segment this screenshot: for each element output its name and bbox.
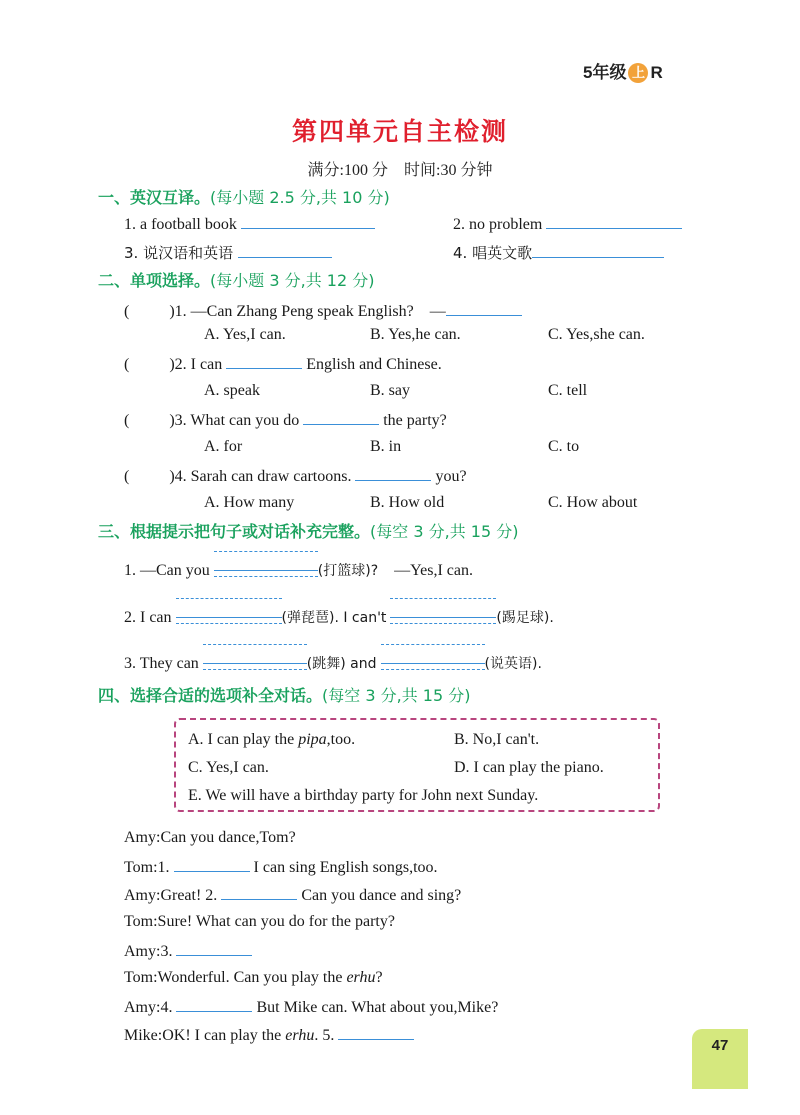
- dialogue-text: Tom:Wonderful. Can you play the: [124, 969, 347, 986]
- mc-question-stem-after: you?: [435, 468, 467, 485]
- option-c: C. Yes,I can.: [188, 759, 269, 776]
- grade-circle-badge: 上: [628, 63, 648, 83]
- option-a-end: ,too.: [326, 731, 356, 748]
- answer-blank[interactable]: [174, 857, 250, 872]
- fill-hint: (跳舞) and: [306, 656, 377, 672]
- mc-q4-option-a: A. How many: [204, 494, 295, 511]
- answer-paren-close[interactable]: ): [169, 303, 175, 320]
- option-b: B. No,I can't.: [454, 731, 540, 748]
- dialogue-line-2: [124, 857, 438, 877]
- s1-item-2-text: 2. no problem: [453, 216, 543, 233]
- dialogue-line-1: Amy:Can you dance,Tom?: [124, 829, 296, 846]
- answer-paren-close[interactable]: ): [169, 356, 175, 373]
- answer-blank[interactable]: [532, 243, 664, 258]
- s1-item-3-text: 3. 说汉语和英语: [124, 244, 234, 262]
- dialogue-line-3: [124, 885, 461, 905]
- answer-blank[interactable]: [221, 885, 297, 900]
- fill-line-3: [124, 650, 542, 673]
- fill-hint: (弹琵琶). I can't: [281, 610, 387, 626]
- s1-item-3: [124, 242, 332, 263]
- section1-title: 一、英汉互译。: [98, 188, 211, 207]
- answer-paren-open[interactable]: (: [124, 303, 130, 320]
- writing-blank[interactable]: [176, 604, 282, 622]
- fill-hint: (说英语).: [484, 656, 542, 672]
- dialogue-line-7: [124, 997, 498, 1017]
- answer-blank[interactable]: [446, 301, 522, 316]
- s1-item-4-text: 4. 唱英文歌: [453, 244, 533, 262]
- mc-question-1: [124, 298, 522, 321]
- mc-q4-option-c: C. How about: [548, 494, 638, 511]
- section4-note: (每空 3 分,共 15 分): [322, 686, 471, 705]
- mc-q1-option-c: C. Yes,she can.: [548, 326, 645, 343]
- dialogue-text: I can sing English songs,too.: [253, 859, 438, 876]
- answer-blank[interactable]: [238, 243, 332, 258]
- dialogue-line-4: Tom:Sure! What can you do for the party?: [124, 913, 395, 930]
- answer-paren-open[interactable]: (: [124, 412, 130, 429]
- mc-question-stem: 4. Sarah can draw cartoons.: [174, 468, 352, 485]
- answer-blank[interactable]: [176, 941, 252, 956]
- dialogue-speaker-text: Tom:1.: [124, 859, 170, 876]
- dialogue-line-8: [124, 1025, 414, 1045]
- section3-title: 三、根据提示把句子或对话补充完整。: [98, 522, 371, 541]
- dialogue-line-5: [124, 941, 252, 961]
- exam-info: 满分:100 分 时间:30 分钟: [307, 162, 493, 179]
- section4-heading: [98, 683, 470, 706]
- fill-hint: (踢足球).: [496, 610, 554, 626]
- grade-suffix: R: [650, 63, 663, 82]
- mc-q4-option-b: B. How old: [370, 494, 445, 511]
- fill-line-1: [124, 557, 473, 580]
- dialogue-em: erhu: [285, 1027, 315, 1044]
- dialogue-speaker-text: Amy:Great! 2.: [124, 887, 218, 904]
- mc-q1-option-b: B. Yes,he can.: [370, 326, 461, 343]
- writing-blank[interactable]: [381, 650, 485, 668]
- option-a-em: pipa: [298, 731, 327, 748]
- answer-blank[interactable]: [355, 466, 431, 481]
- dialogue-speaker-text: . 5.: [314, 1027, 335, 1044]
- section1-note: (每小题 2.5 分,共 10 分): [210, 188, 390, 207]
- answer-paren-close[interactable]: ): [169, 468, 175, 485]
- mc-question-stem: 1. —Can Zhang Peng speak English? —: [174, 303, 446, 320]
- mc-question-4: [124, 466, 467, 486]
- mc-question-stem-after: English and Chinese.: [306, 356, 442, 373]
- section3-note: (每空 3 分,共 15 分): [370, 522, 519, 541]
- dialogue-speaker-text: Amy:4.: [124, 999, 173, 1016]
- answer-blank[interactable]: [546, 214, 682, 229]
- mc-q2-option-c: C. tell: [548, 382, 588, 399]
- dialogue-line-6: [124, 969, 383, 987]
- page-title: 第四单元自主检测: [291, 117, 508, 146]
- mc-question-stem: 3. What can you do: [174, 412, 300, 429]
- grade-prefix: 5年级: [583, 63, 627, 82]
- dialogue-text: Mike:OK! I can play the: [124, 1027, 286, 1044]
- dialogue-text-end: ?: [375, 969, 383, 986]
- answer-blank[interactable]: [241, 214, 375, 229]
- fill-line-2: [124, 604, 554, 627]
- mc-q3-option-a: A. for: [204, 438, 243, 455]
- grade-label: [583, 58, 663, 83]
- dialogue-em: erhu: [346, 969, 376, 986]
- page-number: 47: [692, 1029, 748, 1089]
- mc-question-2: [124, 354, 442, 374]
- s1-item-4: [453, 242, 664, 263]
- writing-blank[interactable]: [203, 650, 307, 668]
- dialogue-text: But Mike can. What about you,Mike?: [256, 999, 499, 1016]
- option-e: E. We will have a birthday party for John next Sunday.: [188, 787, 539, 804]
- mc-question-stem-after: the party?: [383, 412, 447, 429]
- option-d: D. I can play the piano.: [454, 759, 604, 776]
- section2-note: (每小题 3 分,共 12 分): [210, 271, 375, 290]
- dialogue-text: Can you dance and sing?: [301, 887, 462, 904]
- s1-item-1-text: 1. a football book: [124, 216, 237, 233]
- answer-paren-close[interactable]: ): [169, 412, 175, 429]
- option-a: [188, 731, 355, 749]
- option-a-text: A. I can play the: [188, 731, 299, 748]
- dialogue-speaker-text: Amy:3.: [124, 943, 173, 960]
- mc-q1-option-a: A. Yes,I can.: [204, 326, 286, 343]
- section4-title: 四、选择合适的选项补全对话。: [98, 686, 323, 705]
- section2-title: 二、单项选择。: [98, 271, 211, 290]
- section2-heading: [98, 268, 374, 291]
- s1-item-2: [453, 214, 682, 234]
- writing-blank[interactable]: [214, 557, 318, 575]
- section1-heading: [98, 185, 390, 208]
- answer-blank[interactable]: [303, 410, 379, 425]
- mc-question-3: [124, 410, 447, 430]
- fill-line-3-text: 3. They can: [124, 655, 199, 672]
- answer-blank[interactable]: [176, 997, 252, 1012]
- answer-blank[interactable]: [226, 354, 302, 369]
- mc-q3-option-c: C. to: [548, 438, 580, 455]
- section3-heading: [98, 519, 518, 542]
- mc-q3-option-b: B. in: [370, 438, 402, 455]
- s1-item-1: [124, 214, 375, 234]
- mc-q2-option-a: A. speak: [204, 382, 260, 399]
- fill-hint: (打篮球)?: [317, 563, 379, 579]
- fill-line-2-text: 2. I can: [124, 609, 172, 626]
- answer-paren-open[interactable]: (: [124, 356, 130, 373]
- answer-paren-open[interactable]: (: [124, 468, 130, 485]
- fill-line-1-text: 1. —Can you: [124, 562, 210, 579]
- mc-question-stem: 2. I can: [174, 356, 223, 373]
- fill-line-1-reply: —Yes,I can.: [394, 562, 473, 579]
- writing-blank[interactable]: [390, 604, 496, 622]
- answer-blank[interactable]: [338, 1025, 414, 1040]
- mc-q2-option-b: B. say: [370, 382, 410, 399]
